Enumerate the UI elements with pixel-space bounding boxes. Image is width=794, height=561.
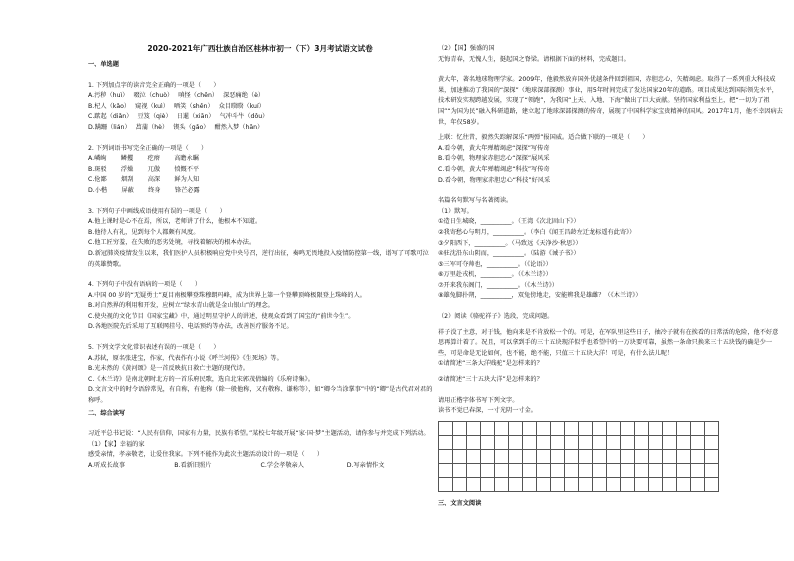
option-a: A.嶙峋 鳞攫 疙瘩 高瞻永瞩 (88, 155, 199, 163)
option-a: A.苏轼，原名张进宝，作家，代表作有小说《呼兰河传》《生死场》等。 (88, 354, 283, 362)
option-b: B.斑驳 浮燥 兀傲 愤慨不平 (88, 165, 200, 173)
grid-cell[interactable] (439, 464, 453, 478)
writing-prompt: 请用正楷字体书写下列文字。 (438, 396, 519, 404)
grid-cell[interactable] (607, 436, 621, 450)
option-b: B.看今朝，物理家赤胆忠心“深探”展风采 (438, 155, 550, 163)
option-d: D.蹒跚（lián） 菖蒲（hè） 锲头（gǎo） 酣然入梦（hān） (88, 123, 264, 131)
grid-cell[interactable] (635, 464, 649, 478)
grid-cell[interactable] (663, 464, 677, 478)
grid-cell[interactable] (621, 464, 635, 478)
grid-cell[interactable] (523, 436, 537, 450)
grid-cell[interactable] (621, 422, 635, 436)
grid-cell[interactable] (705, 478, 719, 492)
option-b: B.看新旧照片 (174, 462, 212, 469)
grid-cell[interactable] (481, 422, 495, 436)
grid-cell[interactable] (649, 422, 663, 436)
grid-cell[interactable] (565, 450, 579, 464)
sub-question-title: （2）阅读《骆驼祥子》选段，完成问题。 (438, 313, 554, 321)
sub-question-title: （2）【国】强盛的国 (438, 45, 495, 52)
grid-cell[interactable] (621, 436, 635, 450)
fill-blank: ③夕阳西下，__________。（马致远《天净沙·秋思》） (438, 239, 582, 247)
option-a: A.听成长故事 (88, 462, 126, 469)
grid-cell[interactable] (537, 422, 551, 436)
option-b: B.对自然界的利用和开发，应树立“绿水青山就是金山银山”的理念。 (88, 302, 274, 310)
grid-cell[interactable] (509, 450, 523, 464)
option-a: A.他上课时是心不在焉，所以，老师讲了什么，他根本不知道。 (88, 218, 262, 226)
option-c: C.他工匠穷羞，在失败的恶劣处境，寻找着解决的根本办法。 (88, 239, 256, 247)
option-d: D.小楷 屏蔽 终身 锋芒必露 (88, 186, 200, 194)
grid-cell[interactable] (453, 464, 467, 478)
sub-question-stem: 感受亲情，孝亲敬老，让爱住我家。下列不能作为此次主题活动设计的一项是（ ） (88, 451, 324, 459)
section-heading: 二、综合读写 (88, 409, 126, 417)
grid-cell[interactable] (607, 464, 621, 478)
grid-cell[interactable] (523, 422, 537, 436)
question-stem: 上联：忆往昔，毅然失踪解深乐“两弹”报国威。适合做下联的一项是（ ） (438, 134, 649, 142)
grid-cell[interactable] (439, 436, 453, 450)
fill-blank: ⑦开来我东阁门，__________。（《木兰诗》） (438, 281, 558, 289)
option-a: A.污秽（huì） 啜泣（chuò） 嗔怪（chēn） 深恶痛绝（è） (88, 92, 265, 100)
fill-blank: ④驻沈沿东山阴而，__________。（陆游《诫子书》） (438, 250, 580, 258)
grid-cell[interactable] (453, 436, 467, 450)
page-title: 2020-2021年广西壮族自治区桂林市初一（下）3月考试语文试卷 (147, 44, 373, 53)
question-stem: 1. 下列加点字的读音完全正确的一项是（ ） (88, 81, 220, 89)
grid-cell[interactable] (663, 450, 677, 464)
grid-cell[interactable] (635, 436, 649, 450)
grid-cell[interactable] (607, 450, 621, 464)
grid-cell[interactable] (565, 478, 579, 492)
grid-cell[interactable] (509, 478, 523, 492)
grid-cell[interactable] (537, 436, 551, 450)
grid-cell[interactable] (705, 422, 719, 436)
grid-cell[interactable] (593, 450, 607, 464)
option-b: B.杞人（kǎo） 窥视（kuì） 哂笑（shěn） 众目睽睽（kuí） (88, 102, 265, 110)
grid-cell[interactable] (537, 450, 551, 464)
grid-cell[interactable] (565, 422, 579, 436)
grid-cell[interactable] (537, 464, 551, 478)
grid-cell[interactable] (495, 436, 509, 450)
grid-cell[interactable] (495, 464, 509, 478)
option-a: A.看今朝，黄大年殚精竭虑“深探”写传奇 (438, 144, 550, 152)
grid-cell[interactable] (523, 450, 537, 464)
grid-cell[interactable] (523, 478, 537, 492)
sub-question-intro: 无悔青春，无愧人生，挺起国之脊梁。请根据下面的材料，完成题目。 (438, 55, 630, 63)
option-b: B.光未然的《黄河颂》是一首反映抗日救亡主题的现代诗。 (88, 365, 249, 373)
grid-cell[interactable] (453, 450, 467, 464)
grid-cell[interactable] (579, 478, 593, 492)
options-row (88, 461, 433, 472)
novel-excerpt: 祥子没了主意，对于钱，他向来是不肯放松一个的。可是，在军队里这些日子，抽冷子就有在挨看的日常活的危险，他不好意思再算计着了。况且，可以拿到手的三十五块现洋似乎也希望中的一万块要可靠，虽然一条命只换来三十五块钱的确是少一些，可是命是无论如何，也不能，绝不能，只值三十五块大洋！可是，有什么法儿呢！ (438, 328, 779, 357)
option-b: B.他待人有礼，见到每个人都颇有风度。 (88, 228, 200, 236)
option-d: D.新冠肺炎疫情发生以来，我们医护人员积极响应党中央号召，逆行出征，奏鸣无畏地投入疫情防控第一线，谱写了可歌可泣的英雄赞歌。 (88, 249, 429, 268)
option-c: C.学会孝敬亲人 (260, 462, 304, 469)
grid-cell[interactable] (649, 436, 663, 450)
question-stem: 2. 下列词语书写完全正确的一项是（ ） (88, 144, 208, 152)
fill-blank: ①造日生城晓，__________。（王湾《次北固山下》） (438, 218, 580, 226)
grid-cell[interactable] (649, 464, 663, 478)
grid-cell[interactable] (579, 450, 593, 464)
grid-cell[interactable] (481, 464, 495, 478)
grid-cell[interactable] (439, 422, 453, 436)
grid-cell[interactable] (467, 464, 481, 478)
grid-cell[interactable] (677, 436, 691, 450)
right-column (438, 44, 783, 509)
grid-cell[interactable] (593, 478, 607, 492)
writing-text: 读书不觉已春深，一寸光阴一寸金。 (438, 407, 537, 415)
grid-cell[interactable] (565, 436, 579, 450)
grid-cell[interactable] (691, 478, 705, 492)
fill-blank: ⑤三军可夺帅也，__________。（《论语》） (438, 260, 552, 268)
grid-cell[interactable] (509, 422, 523, 436)
grid-cell[interactable] (579, 422, 593, 436)
grid-cell[interactable] (705, 450, 719, 464)
grid-cell[interactable] (677, 464, 691, 478)
grid-cell[interactable] (495, 450, 509, 464)
grid-cell[interactable] (453, 478, 467, 492)
grid-cell[interactable] (495, 478, 509, 492)
grid-cell[interactable] (481, 450, 495, 464)
option-d: D.看今朝，物理家赤胆忠心“科技”好风采 (438, 176, 551, 184)
grid-cell[interactable] (649, 478, 663, 492)
grid-cell[interactable] (691, 450, 705, 464)
question-stem: 5. 下列文学文化常识表述有误的一项是（ ） (88, 344, 220, 352)
question-stem: ①请简述“三条大洋贱驼”是怎样来的？ (438, 360, 543, 368)
grid-cell[interactable] (677, 478, 691, 492)
option-d: D.写亲情作文 (346, 462, 385, 469)
grid-cell[interactable] (691, 436, 705, 450)
fill-blank: ②我寄愁心与明月，__________。（李白《闻王昌龄左迁龙标遥有此寄》） (438, 228, 636, 236)
section-heading: 一、单选题 (88, 61, 119, 68)
grid-cell[interactable] (467, 450, 481, 464)
grid-cell[interactable] (579, 464, 593, 478)
grid-cell[interactable] (537, 478, 551, 492)
grid-cell[interactable] (663, 478, 677, 492)
grid-cell[interactable] (523, 464, 537, 478)
option-d: D.文言文中的时令语辞常见，有自称，有他称（除一般他称，又有敬称、谦称等），如“卿今当涂掌事”中的“卿”是古代君对君的称呼。 (88, 386, 433, 405)
grid-cell[interactable] (607, 478, 621, 492)
grid-cell[interactable] (467, 422, 481, 436)
grid-cell[interactable] (579, 436, 593, 450)
question-stem: 名篇名句默写与名著阅读。 (438, 197, 513, 205)
grid-cell[interactable] (677, 450, 691, 464)
question-stem: 3. 下列句子中画线成语使用有误的一项是（ ） (88, 207, 226, 215)
grid-cell[interactable] (495, 422, 509, 436)
grid-cell[interactable] (481, 436, 495, 450)
grid-cell[interactable] (551, 450, 565, 464)
grid-cell[interactable] (481, 478, 495, 492)
option-c: C.《木兰诗》是南北朝时北方的一首乐府民歌，选自北宋郭茂倩编的《乐府诗集》。 (88, 375, 314, 383)
grid-cell[interactable] (593, 422, 607, 436)
grid-cell[interactable] (705, 436, 719, 450)
grid-cell[interactable] (467, 478, 481, 492)
fill-blank: ⑧雄兔脚扑朔，__________，双兔傍地走，安能辨我是雄雌？（《木兰诗》） (438, 292, 642, 300)
grid-cell[interactable] (551, 422, 565, 436)
grid-cell[interactable] (551, 464, 565, 478)
question-stem: 4. 下列句子中没有语病的一项是（ ） (88, 281, 202, 289)
grid-cell[interactable] (607, 422, 621, 436)
grid-cell[interactable] (439, 450, 453, 464)
option-a: A.中国 00 岁的“无疑勇士”夏目南极攀登珠穆朗玛峰，成为世界上第一个登攀顶峰极限登上珠峰的人。 (88, 291, 366, 299)
grid-cell[interactable] (551, 478, 565, 492)
section-heading: 三、文言文阅读 (438, 499, 482, 507)
grid-cell[interactable] (663, 436, 677, 450)
grid-cell[interactable] (551, 436, 565, 450)
grid-cell[interactable] (439, 478, 453, 492)
grid-cell[interactable] (635, 478, 649, 492)
grid-cell[interactable] (635, 422, 649, 436)
left-column (88, 58, 433, 472)
grid-cell[interactable] (509, 436, 523, 450)
grid-cell[interactable] (705, 464, 719, 478)
intro-paragraph: 习近平总书记说：“人民有信仰，国家有力量，民族有希望。”某校七年级开展“家·国·梦”主题活动，请你参与并完成下列活动。 (88, 430, 430, 438)
option-d: D.各地医院先后采用了互联网挂号、电话预约等办法，改善医疗服务不足。 (88, 323, 293, 331)
fill-blank: ⑥万里赴戎机，__________。（《木兰诗》） (438, 271, 552, 279)
grid-cell[interactable] (621, 450, 635, 464)
sub-question-title: （1）默写。 (438, 207, 473, 215)
grid-cell[interactable] (509, 464, 523, 478)
grid-cell[interactable] (453, 422, 467, 436)
option-c: C.踮起（diǎn） 豆笈（qiè） 日暹（xiān） 气冲斗牛（dǒu） (88, 113, 269, 121)
grid-cell[interactable] (593, 464, 607, 478)
grid-cell[interactable] (565, 464, 579, 478)
grid-cell[interactable] (467, 436, 481, 450)
grid-cell[interactable] (691, 464, 705, 478)
option-c: C.伧鄙 烟刮 高深 鲜为人知 (88, 176, 200, 184)
grid-cell[interactable] (593, 436, 607, 450)
question-stem: ②请简述“三十五块大洋”是怎样来的？ (438, 376, 543, 384)
grid-cell[interactable] (677, 422, 691, 436)
grid-cell[interactable] (635, 450, 649, 464)
grid-cell[interactable] (621, 478, 635, 492)
grid-cell[interactable] (649, 450, 663, 464)
grid-cell[interactable] (663, 422, 677, 436)
sub-question-title: （1）【家】幸福的家 (88, 440, 145, 448)
option-c: C.使央视的文化节目《国家宝藏》中，通过明星守护人的讲述，使观众看到了国宝的“前世今生”。 (88, 312, 355, 320)
writing-grid[interactable] (438, 421, 719, 492)
option-c: C.看今朝，黄大年殚精竭虑“科技”写传奇 (438, 165, 550, 173)
grid-cell[interactable] (691, 422, 705, 436)
reading-passage: 黄大年，著名地球物理学家。2009年，他毅然放弃国外优越条件回到祖国，赤胆忠心，矢精竭虑。取得了一系列重大科技成果，加速推动了我国的“深探”（地球深部探测）事业，用5年时间完成了发达国家20年的道路。项目成果达到国际领先水平，技术研发实现跨越发展，实现了“领跑”，为我国“上天、入地、下海”做出了巨大贡献。坚持国家利益至上，把“一切为了祖国”“为国为民”融入科研道路，建立起了地球深部探测的传奇，展现了中国科学家宝贵精神的国风。2017年1月，他不幸因病去世，年仅58岁。 (438, 76, 783, 126)
